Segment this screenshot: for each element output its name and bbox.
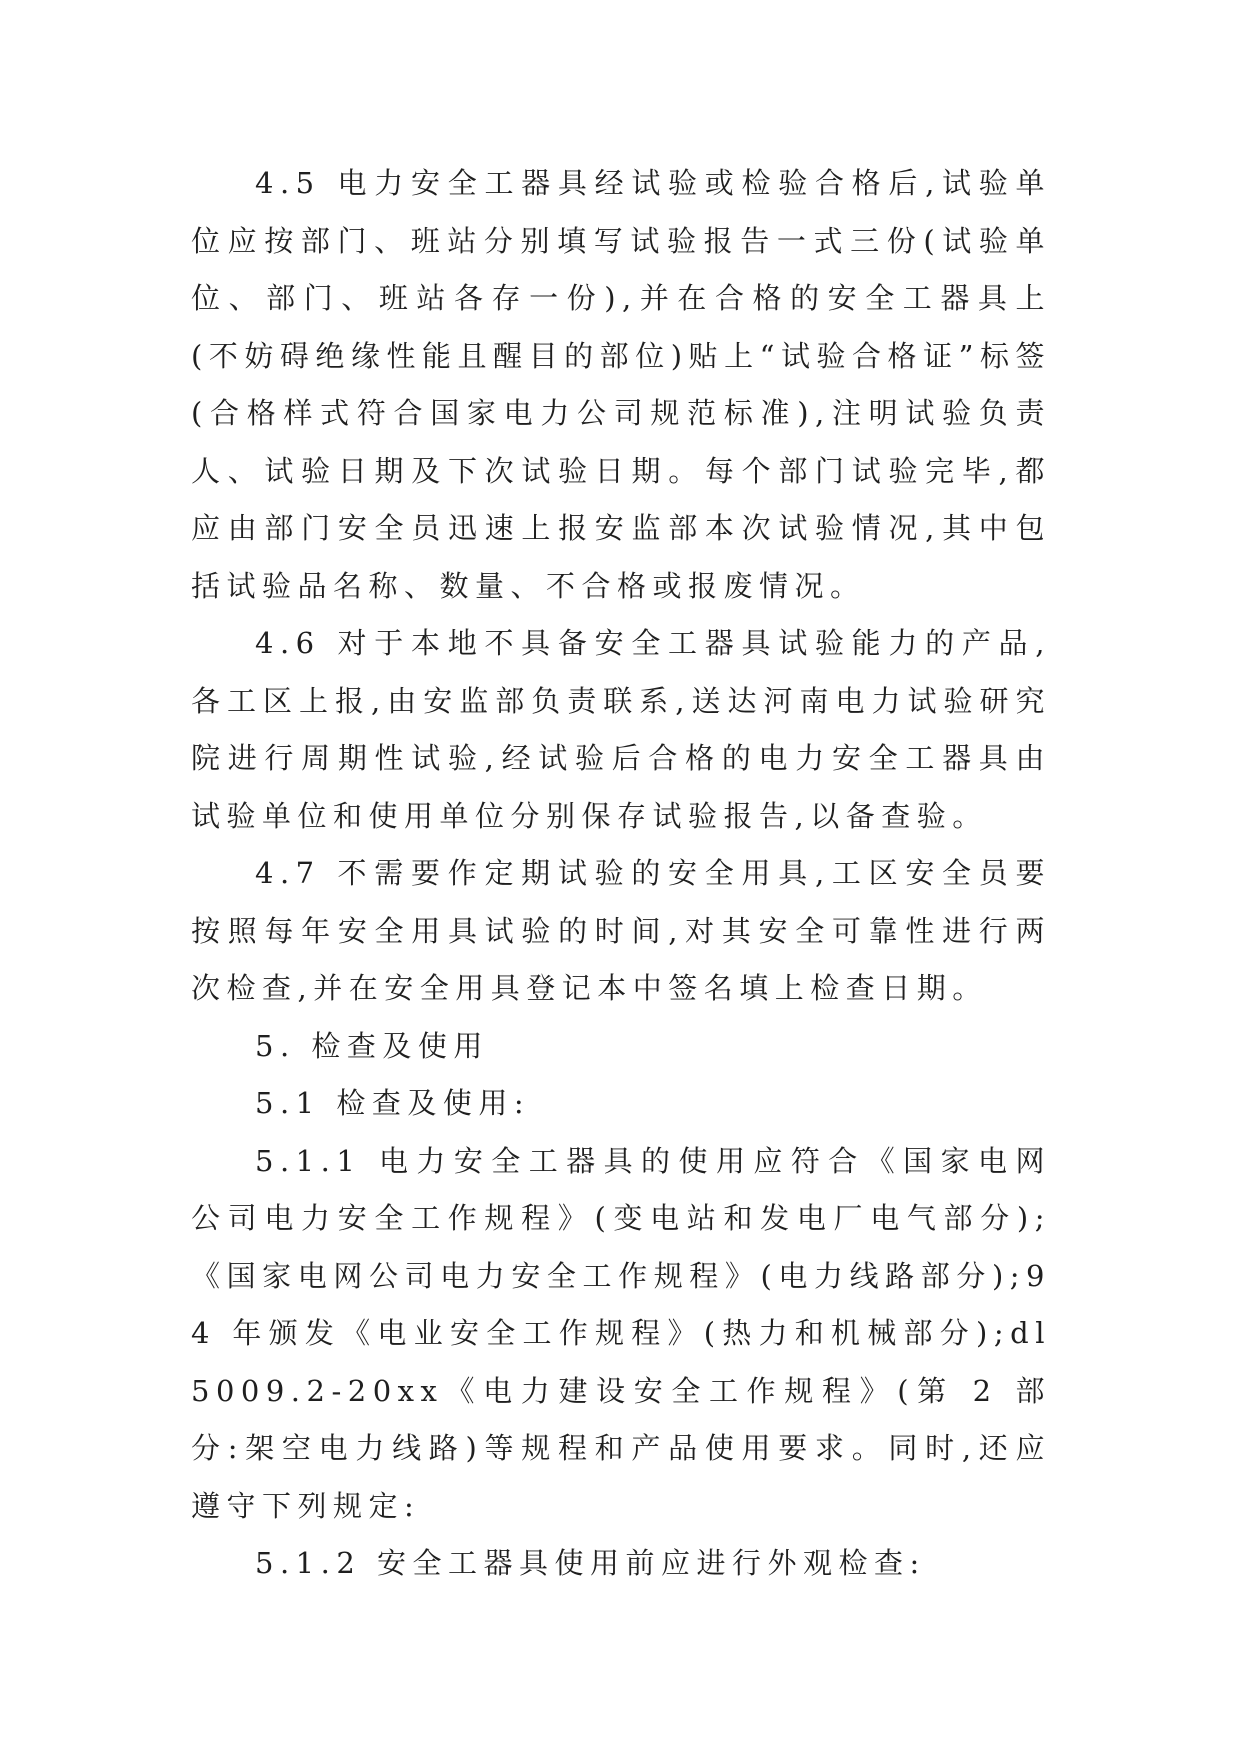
- paragraph-4-6: 4.6 对于本地不具备安全工器具试验能力的产品,各工区上报,由安监部负责联系,送达河南电力试验研究院进行周期性试验,经试验后合格的电力安全工器具由试验单位和使用单位分别保存试验报告,以备查验。: [191, 626, 1051, 833]
- document-body: [191, 155, 1051, 1593]
- subsection-heading-5-1: 5.1 检查及使用:: [255, 1086, 531, 1120]
- paragraph-4-7: 4.7 不需要作定期试验的安全用具,工区安全员要按照每年安全用具试验的时间,对其安全可靠性进行两次检查,并在安全用具登记本中签名填上检查日期。: [191, 856, 1051, 1005]
- section-heading-5: 5. 检查及使用: [255, 1028, 489, 1063]
- paragraph-5-1-1: 5.1.1 电力安全工器具的使用应符合《国家电网公司电力安全工作规程》(变电站和发电厂电气部分);《国家电网公司电力安全工作规程》(电力线路部分);94 年颁发《电业安全工作规程》(热力和机械部分);dl5009.2-20xx《电力建设安全工作规程》(第 2 部分:架空电力线路)等规程和产品使用要求。同时,还应遵守下列规定:: [191, 1143, 1051, 1523]
- paragraph-4-5: 4.5 电力安全工器具经试验或检验合格后,试验单位应按部门、班站分别填写试验报告一式三份(试验单位、部门、班站各存一份),并在合格的安全工器具上(不妨碍绝缘性能且醒目的部位)贴上“试验合格证”标签(合格样式符合国家电力公司规范标准),注明试验负责人、试验日期及下次试验日期。每个部门试验完毕,都应由部门安全员迅速上报安监部本次试验情况,其中包括试验品名称、数量、不合格或报废情况。: [191, 166, 1051, 603]
- paragraph-5-1-2: 5.1.2 安全工器具使用前应进行外观检查:: [255, 1546, 926, 1580]
